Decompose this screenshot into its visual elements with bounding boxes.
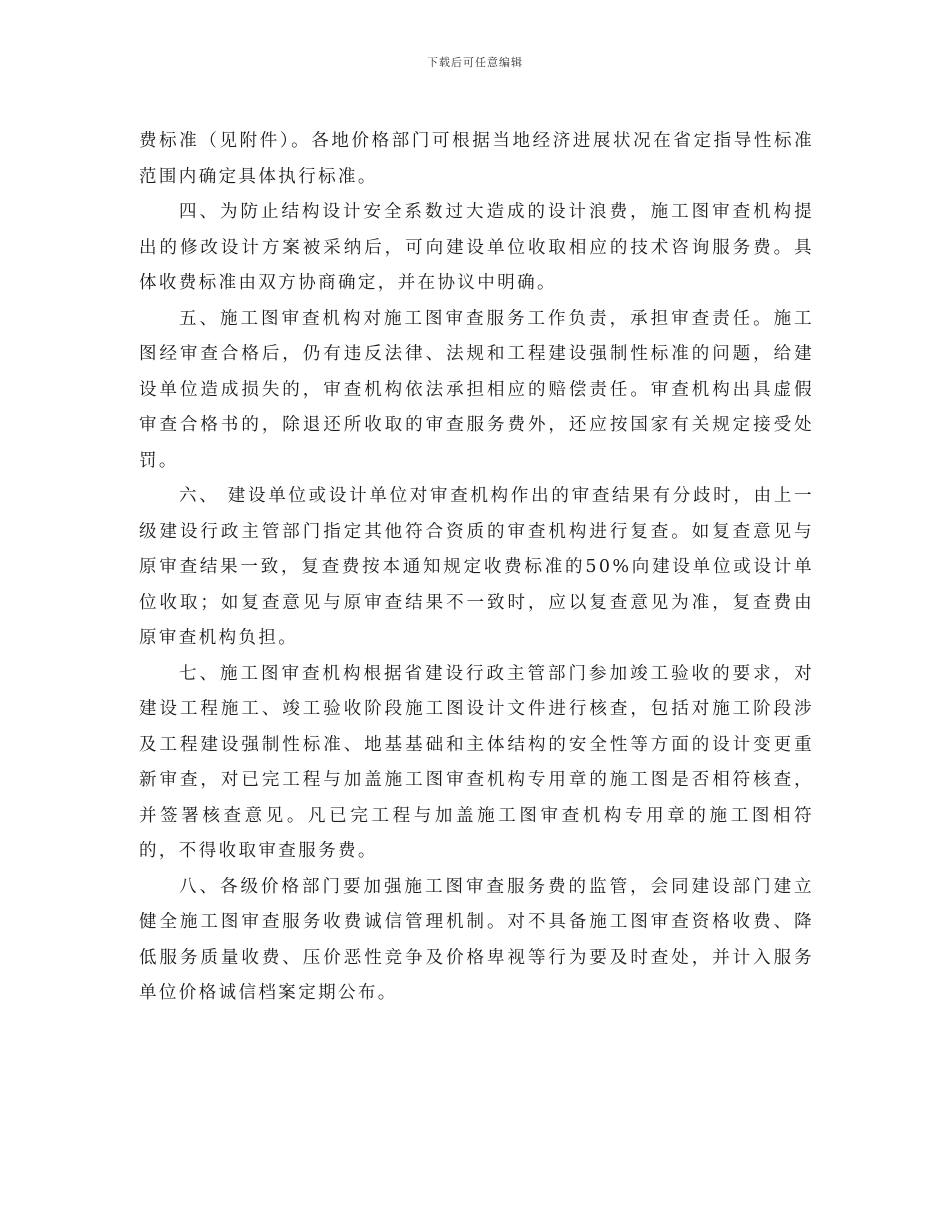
paragraph-continuation: 费标准（见附件）。各地价格部门可根据当地经济进展状况在省定指导性标准范围内确定具体执行标准。 [139, 131, 814, 187]
paragraph-item-7: 七、施工图审查机构根据省建设行政主管部门参加竣工验收的要求，对建设工程施工、竣工验收阶段施工图设计文件进行核查，包括对施工阶段涉及工程建设强制性标准、地基基础和主体结构的安全性等方面的设计变更重新审查，对已完工程与加盖施工图审查机构专用章的施工图是否相符核查，并签署核查意见。凡已完工程与加盖施工图审查机构专用章的施工图相符的，不得收取审查服务费。 [139, 663, 814, 861]
paragraph-item-6: 六、 建设单位或设计单位对审查机构作出的审查结果有分歧时，由上一级建设行政主管部门指定其他符合资质的审查机构进行复查。如复查意见与原审查结果一致，复查费按本通知规定收费标准的50%向建设单位或设计单位收取；如复查意见与原审查结果不一致时，应以复查意见为准，复查费由原审查机构负担。 [139, 486, 814, 648]
page-header: 下载后可任意编辑 [427, 56, 523, 69]
paragraph-item-8: 八、各级价格部门要加强施工图审查服务费的监管，会同建设部门建立健全施工图审查服务收费诚信管理机制。对不具备施工图审查资格收费、降低服务质量收费、压价恶性竞争及价格卑视等行为要及时查处，并计入服务单位价格诚信档案定期公布。 [139, 876, 814, 1003]
paragraph-item-5: 五、施工图审查机构对施工图审查服务工作负责，承担审查责任。施工图经审查合格后，仍有违反法律、法规和工程建设强制性标准的问题，给建设单位造成损失的，审查机构依法承担相应的赔偿责任。审查机构出具虚假审查合格书的，除退还所收取的审查服务费外，还应按国家有关规定接受处罚。 [139, 308, 814, 471]
paragraph-item-4: 四、为防止结构设计安全系数过大造成的设计浪费，施工图审查机构提出的修改设计方案被采纳后，可向建设单位收取相应的技术咨询服务费。具体收费标准由双方协商确定，并在协议中明确。 [139, 202, 814, 293]
document-body [139, 124, 814, 1012]
